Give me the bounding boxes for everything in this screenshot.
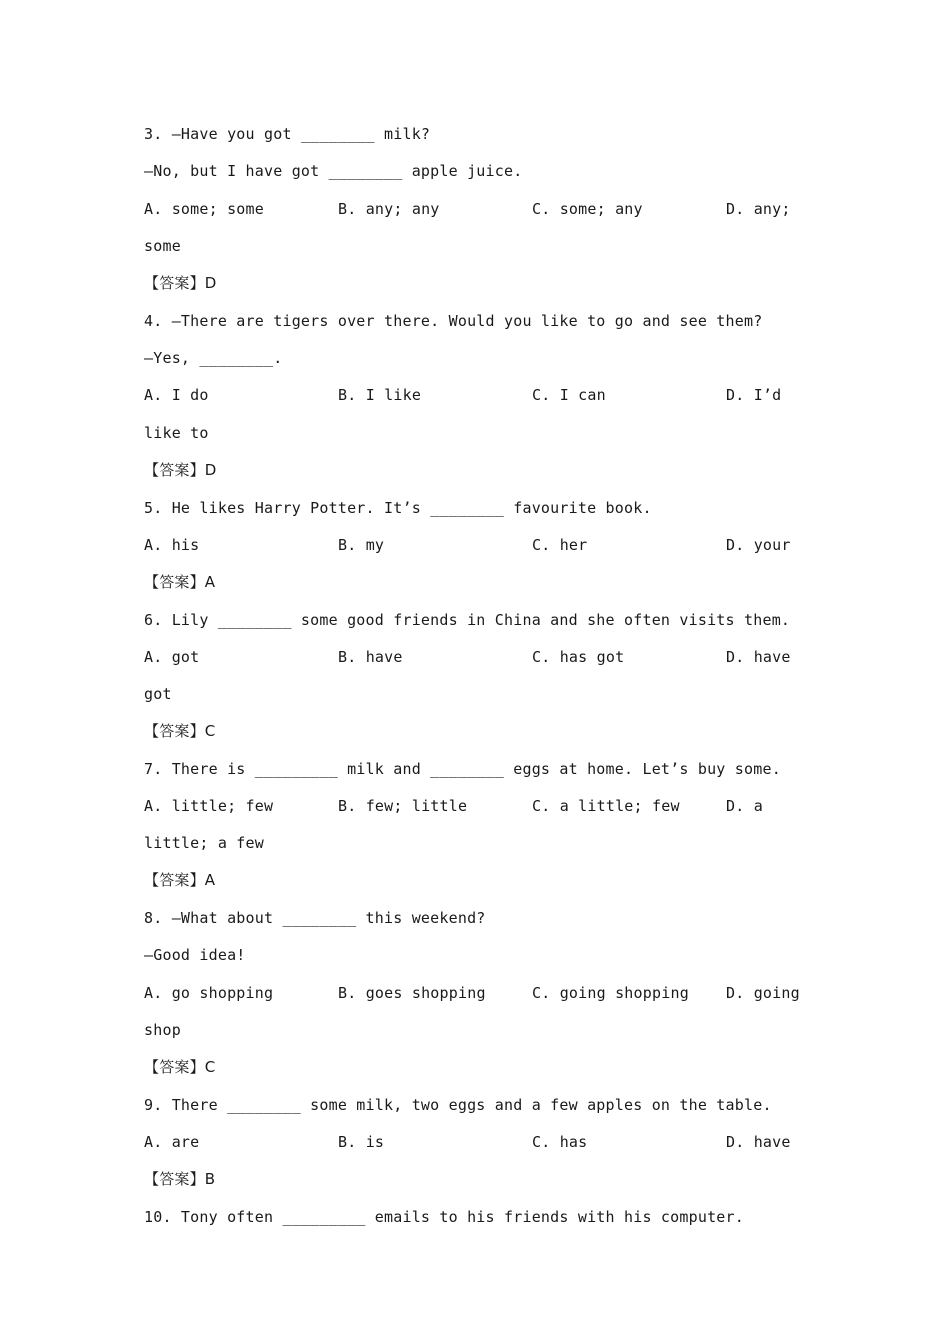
question-10-stem-line-1: 10. Tony often _________ emails to his friends with his computer. (144, 1208, 744, 1226)
question-6-option-a: A. got (144, 648, 200, 666)
question-7-option-wrap: little; a few (144, 834, 264, 852)
question-8-option-b: B. goes shopping (338, 984, 486, 1002)
question-9-option-c: C. has (532, 1133, 588, 1151)
question-6-answer: 【答案】C (144, 722, 216, 740)
question-9-answer: 【答案】B (144, 1170, 216, 1188)
question-4-option-d: D. I’d (726, 386, 782, 404)
question-3-option-wrap: some (144, 237, 181, 255)
question-5-option-a: A. his (144, 536, 200, 554)
question-3-option-c: C. some; any (532, 200, 643, 218)
question-4-option-wrap: like to (144, 424, 209, 442)
question-6-option-wrap: got (144, 685, 172, 703)
question-8-stem-line-2: —Good idea! (144, 946, 246, 964)
question-5-option-d: D. your (726, 536, 791, 554)
question-6-stem-line-1: 6. Lily ________ some good friends in China and she often visits them. (144, 611, 791, 629)
question-7-option-b: B. few; little (338, 797, 468, 815)
question-9-stem-line-1: 9. There ________ some milk, two eggs and a few apples on the table. (144, 1096, 772, 1114)
question-4-answer: 【答案】D (144, 461, 217, 479)
question-7-stem-line-1: 7. There is _________ milk and ________ eggs at home. Let’s buy some. (144, 760, 781, 778)
question-4-option-b: B. I like (338, 386, 422, 404)
question-5-option-c: C. her (532, 536, 588, 554)
question-7-answer: 【答案】A (144, 871, 216, 889)
question-6-option-d: D. have (726, 648, 791, 666)
question-4-option-c: C. I can (532, 386, 606, 404)
question-8-answer: 【答案】C (144, 1058, 216, 1076)
question-5-stem-line-1: 5. He likes Harry Potter. It’s ________ favourite book. (144, 499, 652, 517)
question-7-option-c: C. a little; few (532, 797, 680, 815)
question-8-option-d: D. going (726, 984, 800, 1002)
question-9-option-b: B. is (338, 1133, 385, 1151)
question-5-option-b: B. my (338, 536, 385, 554)
question-7-option-a: A. little; few (144, 797, 274, 815)
question-9-option-a: A. are (144, 1133, 200, 1151)
question-4-stem-line-1: 4. —There are tigers over there. Would you like to go and see them? (144, 312, 763, 330)
question-8-option-a: A. go shopping (144, 984, 274, 1002)
question-3-stem-line-1: 3. —Have you got ________ milk? (144, 125, 431, 143)
question-3-option-a: A. some; some (144, 200, 264, 218)
question-6-option-b: B. have (338, 648, 403, 666)
question-8-option-wrap: shop (144, 1021, 181, 1039)
question-3-option-d: D. any; (726, 200, 791, 218)
question-8-stem-line-1: 8. —What about ________ this weekend? (144, 909, 486, 927)
question-4-option-a: A. I do (144, 386, 209, 404)
question-3-stem-line-2: —No, but I have got ________ apple juice. (144, 162, 523, 180)
question-5-answer: 【答案】A (144, 573, 216, 591)
question-8-option-c: C. going shopping (532, 984, 689, 1002)
question-3-answer: 【答案】D (144, 274, 217, 292)
question-6-option-c: C. has got (532, 648, 625, 666)
question-9-option-d: D. have (726, 1133, 791, 1151)
question-3-option-b: B. any; any (338, 200, 440, 218)
question-4-stem-line-2: —Yes, ________. (144, 349, 283, 367)
question-7-option-d: D. a (726, 797, 763, 815)
